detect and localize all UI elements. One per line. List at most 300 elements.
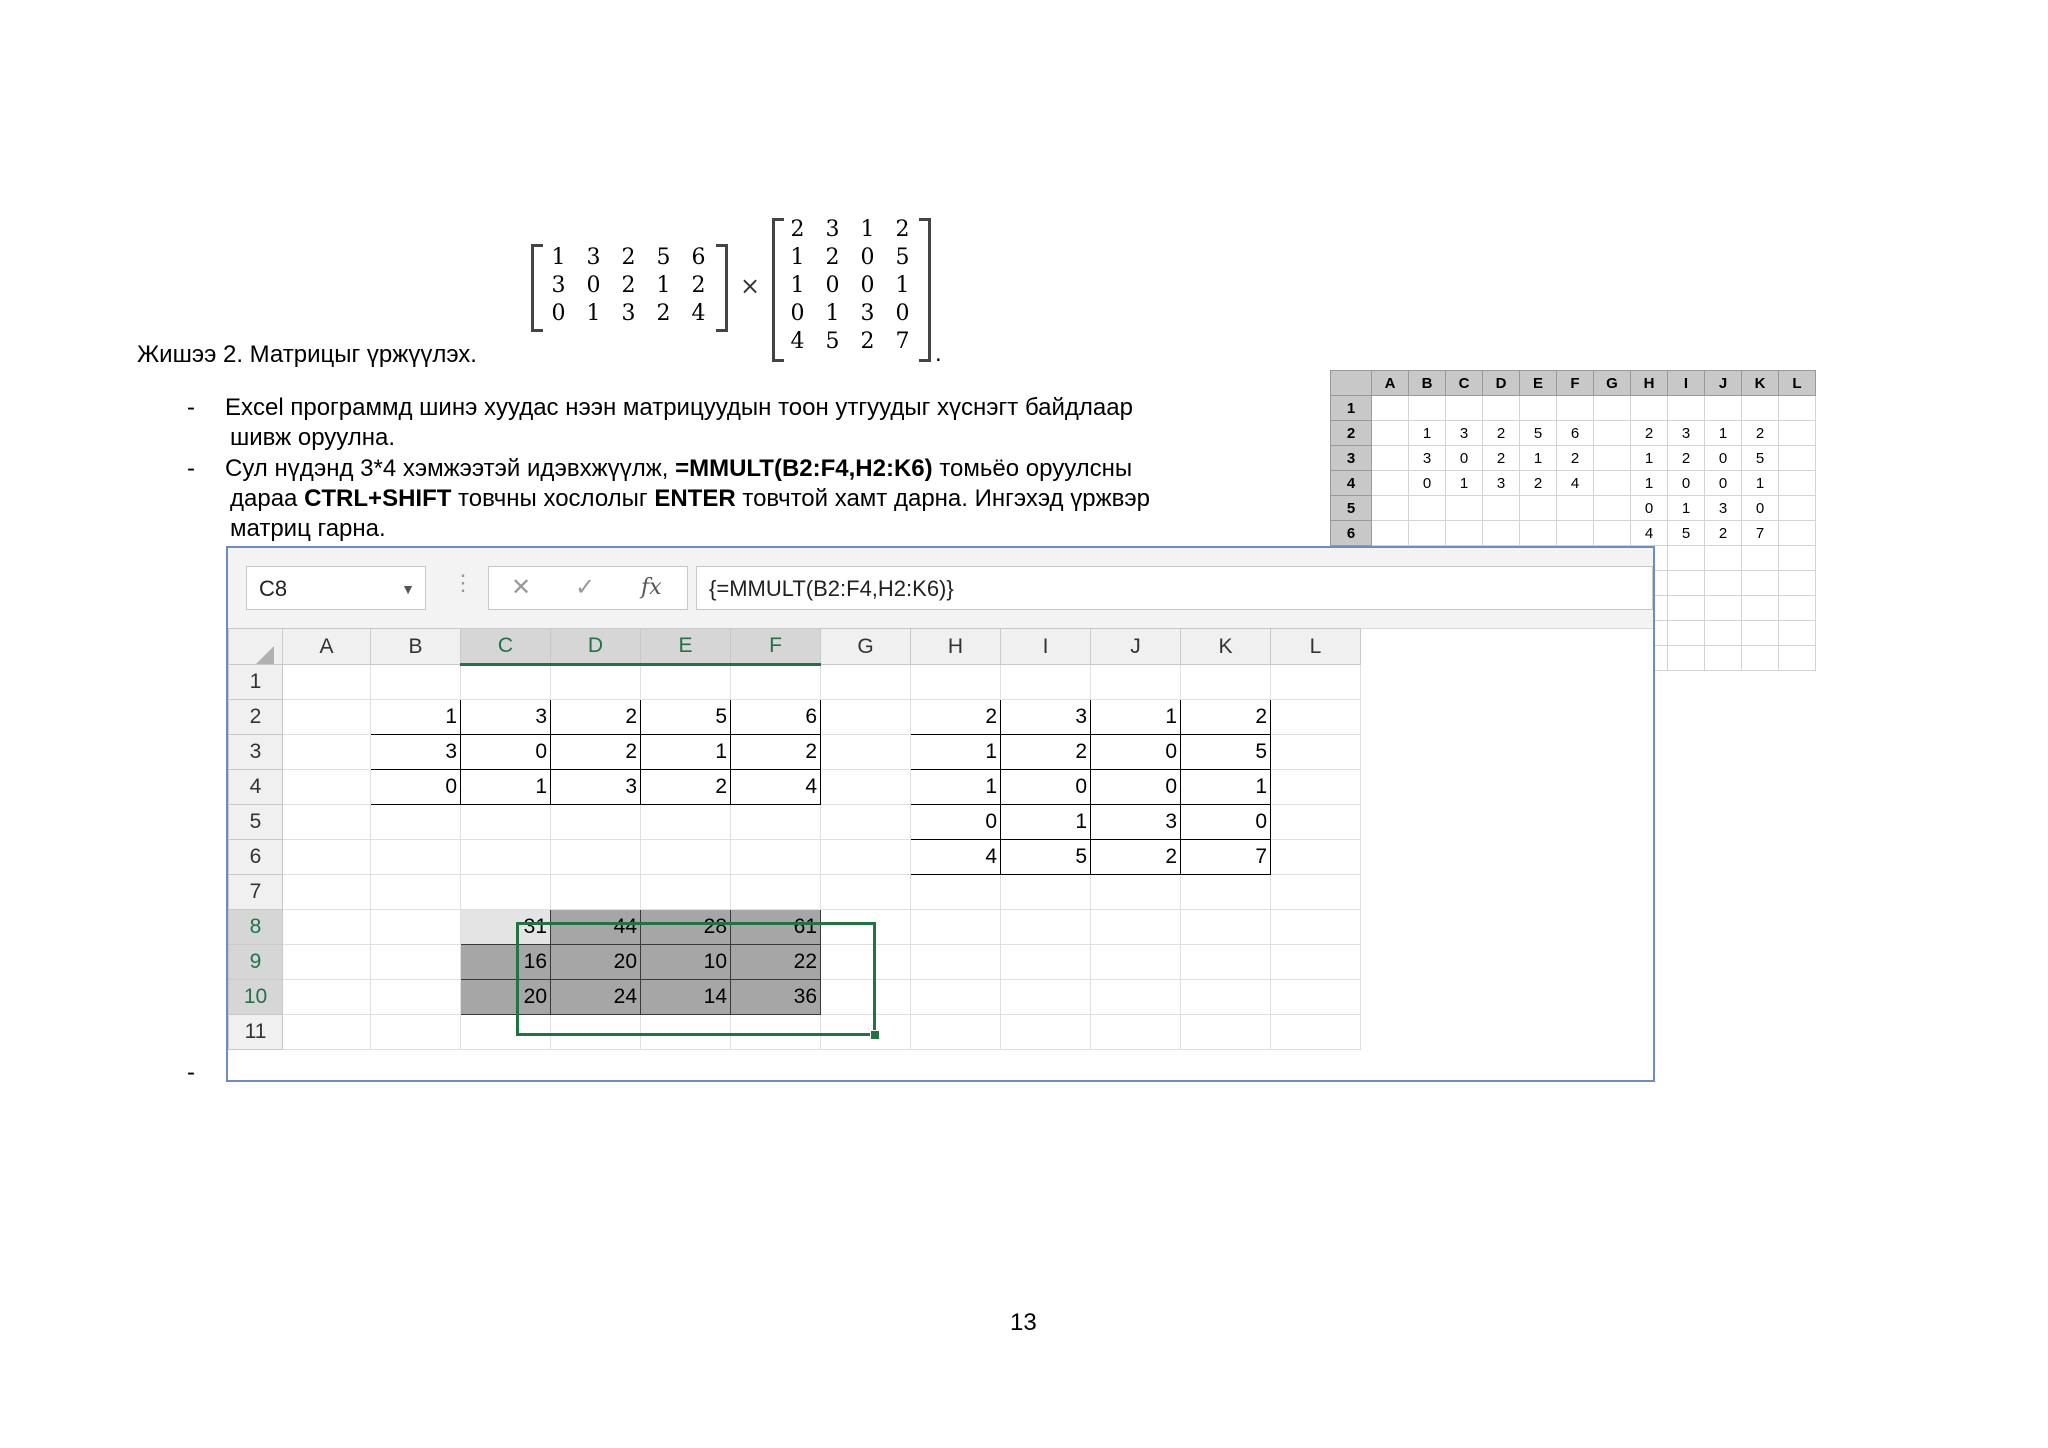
bullet-2-text-c: дараа <box>230 485 305 512</box>
cell-l1[interactable] <box>1271 665 1361 700</box>
times-symbol: × <box>740 272 761 300</box>
cell-k7[interactable] <box>1181 875 1271 910</box>
matrix-a-cell: 3 <box>551 272 566 298</box>
mini-cell: 2 <box>1520 471 1557 496</box>
cell-g5[interactable] <box>821 805 911 840</box>
cell-f9[interactable]: 22 <box>731 945 821 980</box>
cell-d2[interactable]: 2 <box>551 700 641 735</box>
cell-c4[interactable]: 1 <box>461 770 551 805</box>
cell-i1[interactable] <box>1001 665 1091 700</box>
mini-cell: 1 <box>1446 471 1483 496</box>
row-header-3[interactable]: 3 <box>229 735 283 770</box>
mini-cell <box>1372 471 1409 496</box>
cell-d7[interactable] <box>551 875 641 910</box>
cell-e10[interactable]: 14 <box>641 980 731 1015</box>
mini-cell: 4 <box>1631 521 1668 546</box>
row-header-10[interactable]: 10 <box>229 980 283 1015</box>
mini-cell: 1 <box>1668 496 1705 521</box>
cancel-icon[interactable]: ✕ <box>511 574 532 601</box>
mini-cell <box>1779 596 1816 621</box>
matrix-a-cell: 3 <box>586 244 601 270</box>
bullet-dash-3: - <box>187 1059 195 1086</box>
cell-i6[interactable]: 5 <box>1001 840 1091 875</box>
bullet-2-text-d: товчны хослолыг <box>451 485 655 512</box>
mini-row-header: 4 <box>1331 471 1372 496</box>
column-header-l[interactable]: L <box>1271 629 1361 665</box>
mini-cell <box>1779 471 1816 496</box>
matrix-a-cell: 2 <box>621 244 636 270</box>
cell-k10[interactable] <box>1181 980 1271 1015</box>
cell-h4[interactable]: 1 <box>911 770 1001 805</box>
cell-c2[interactable]: 3 <box>461 700 551 735</box>
column-header-c[interactable]: C <box>461 629 551 665</box>
cell-k8[interactable] <box>1181 910 1271 945</box>
mini-cell <box>1594 421 1631 446</box>
mini-cell <box>1520 496 1557 521</box>
cell-c6[interactable] <box>461 840 551 875</box>
mini-cell <box>1779 621 1816 646</box>
spreadsheet-grid <box>228 628 1361 1050</box>
more-options-icon[interactable]: ⋮ <box>452 570 474 595</box>
matrix-b-cell: 2 <box>860 328 875 354</box>
mini-cell: 2 <box>1742 421 1779 446</box>
cell-i9[interactable] <box>1001 945 1091 980</box>
cell-l3[interactable] <box>1271 735 1361 770</box>
cell-l11[interactable] <box>1271 1015 1361 1050</box>
cell-f4[interactable]: 4 <box>731 770 821 805</box>
cell-a6[interactable] <box>283 840 371 875</box>
mini-column-header: G <box>1594 371 1631 396</box>
mini-cell <box>1742 621 1779 646</box>
cell-b6[interactable] <box>371 840 461 875</box>
cell-j10[interactable] <box>1091 980 1181 1015</box>
cell-i10[interactable] <box>1001 980 1091 1015</box>
matrix-a-cell: 4 <box>691 300 706 326</box>
mini-column-header: D <box>1483 371 1520 396</box>
matrix-b-cell: 1 <box>825 300 840 326</box>
cell-a3[interactable] <box>283 735 371 770</box>
cell-f11[interactable] <box>731 1015 821 1050</box>
cell-l6[interactable] <box>1271 840 1361 875</box>
cell-j3[interactable]: 0 <box>1091 735 1181 770</box>
mini-cell: 2 <box>1483 421 1520 446</box>
bullet-2-text-b: томьёо оруулсны <box>932 455 1133 482</box>
mini-column-header: J <box>1705 371 1742 396</box>
matrix-b-cell: 7 <box>895 328 910 354</box>
cell-d10[interactable]: 24 <box>551 980 641 1015</box>
matrix-b-cell: 3 <box>825 216 840 242</box>
mini-cell <box>1372 496 1409 521</box>
matrix-b-cell: 2 <box>790 216 805 242</box>
column-header-b[interactable]: B <box>371 629 461 665</box>
cell-h6[interactable]: 4 <box>911 840 1001 875</box>
cell-d9[interactable]: 20 <box>551 945 641 980</box>
cell-h3[interactable]: 1 <box>911 735 1001 770</box>
cell-g8[interactable] <box>821 910 911 945</box>
cell-g11[interactable] <box>821 1015 911 1050</box>
column-header-i[interactable]: I <box>1001 629 1091 665</box>
mini-cell <box>1779 646 1816 671</box>
mini-cell <box>1742 546 1779 571</box>
cell-d8[interactable]: 44 <box>551 910 641 945</box>
mini-cell <box>1668 646 1705 671</box>
cell-k1[interactable] <box>1181 665 1271 700</box>
cell-i3[interactable]: 2 <box>1001 735 1091 770</box>
cell-i8[interactable] <box>1001 910 1091 945</box>
bullet-2-text-a: Сул нүдэнд 3*4 хэмжээтэй идэвхжүүлж, <box>225 455 676 482</box>
cell-a2[interactable] <box>283 700 371 735</box>
mini-cell: 3 <box>1446 421 1483 446</box>
cell-f5[interactable] <box>731 805 821 840</box>
mini-cell <box>1779 546 1816 571</box>
mini-cell <box>1779 521 1816 546</box>
mini-cell <box>1446 521 1483 546</box>
formula-bar <box>228 548 1653 629</box>
cell-f3[interactable]: 2 <box>731 735 821 770</box>
bullet-1-line-1: Excel программд шинэ хуудас нээн матрицуудын тоон утгуудыг хүснэгт байдлаар <box>225 394 1133 421</box>
cell-a8[interactable] <box>283 910 371 945</box>
mini-cell <box>1742 396 1779 421</box>
cell-c9[interactable]: 16 <box>461 945 551 980</box>
cell-k11[interactable] <box>1181 1015 1271 1050</box>
mini-row-header: 3 <box>1331 446 1372 471</box>
matrix-a-cell: 1 <box>656 272 671 298</box>
column-header-h[interactable]: H <box>911 629 1001 665</box>
cell-b2[interactable]: 1 <box>371 700 461 735</box>
column-header-g[interactable]: G <box>821 629 911 665</box>
cell-c8[interactable]: 31 <box>461 910 551 945</box>
mini-cell <box>1483 521 1520 546</box>
mini-cell: 1 <box>1409 421 1446 446</box>
insert-function-icon[interactable]: fx <box>641 575 662 600</box>
mini-cell: 1 <box>1705 421 1742 446</box>
enter-key: ENTER <box>654 485 736 512</box>
cell-e3[interactable]: 1 <box>641 735 731 770</box>
mini-cell <box>1446 496 1483 521</box>
mmult-formula-text: =MMULT(B2:F4,H2:K6) <box>675 455 933 482</box>
cell-d3[interactable]: 2 <box>551 735 641 770</box>
cell-b3[interactable]: 3 <box>371 735 461 770</box>
cell-i2[interactable]: 3 <box>1001 700 1091 735</box>
page-number: 13 <box>1010 1309 1037 1336</box>
mini-cell <box>1372 446 1409 471</box>
matrix-b-cell: 1 <box>790 272 805 298</box>
cell-j5[interactable]: 3 <box>1091 805 1181 840</box>
cell-e9[interactable]: 10 <box>641 945 731 980</box>
column-header-d[interactable]: D <box>551 629 641 665</box>
cell-l4[interactable] <box>1271 770 1361 805</box>
cell-b4[interactable]: 0 <box>371 770 461 805</box>
mini-cell <box>1705 646 1742 671</box>
mini-row-header: 6 <box>1331 521 1372 546</box>
cell-l9[interactable] <box>1271 945 1361 980</box>
mini-cell <box>1779 446 1816 471</box>
mini-cell <box>1668 546 1705 571</box>
row-header-7[interactable]: 7 <box>229 875 283 910</box>
cell-f10[interactable]: 36 <box>731 980 821 1015</box>
cell-j9[interactable] <box>1091 945 1181 980</box>
cell-a9[interactable] <box>283 945 371 980</box>
excel-window <box>226 546 1655 1082</box>
matrix-a <box>541 243 716 327</box>
cell-e11[interactable] <box>641 1015 731 1050</box>
matrix-a-cell: 2 <box>656 300 671 326</box>
cell-k3[interactable]: 5 <box>1181 735 1271 770</box>
bullet-dash-2: - <box>187 455 195 482</box>
mini-cell <box>1409 521 1446 546</box>
cell-k2[interactable]: 2 <box>1181 700 1271 735</box>
matrix-b <box>780 215 920 355</box>
cell-b1[interactable] <box>371 665 461 700</box>
mini-cell <box>1705 571 1742 596</box>
formula-input[interactable]: {=MMULT(B2:F4,H2:K6)} <box>696 566 1653 610</box>
cell-j6[interactable]: 2 <box>1091 840 1181 875</box>
matrix-b-cell: 5 <box>895 244 910 270</box>
mini-cell <box>1705 546 1742 571</box>
cell-g1[interactable] <box>821 665 911 700</box>
example-title: Жишээ 2. Матрицыг үржүүлэх. <box>137 341 477 368</box>
matrix-b-cell: 0 <box>825 272 840 298</box>
row-header-8[interactable]: 8 <box>229 910 283 945</box>
mini-cell <box>1594 496 1631 521</box>
column-header-k[interactable]: K <box>1181 629 1271 665</box>
cell-d5[interactable] <box>551 805 641 840</box>
mini-corner <box>1331 371 1372 396</box>
cell-i7[interactable] <box>1001 875 1091 910</box>
cell-e7[interactable] <box>641 875 731 910</box>
cell-a10[interactable] <box>283 980 371 1015</box>
mini-cell <box>1483 396 1520 421</box>
fill-handle[interactable] <box>870 1030 880 1040</box>
cell-e2[interactable]: 5 <box>641 700 731 735</box>
cell-d11[interactable] <box>551 1015 641 1050</box>
mini-cell: 2 <box>1631 421 1668 446</box>
mini-cell: 2 <box>1705 521 1742 546</box>
column-header-e[interactable]: E <box>641 629 731 665</box>
cell-i4[interactable]: 0 <box>1001 770 1091 805</box>
cell-i11[interactable] <box>1001 1015 1091 1050</box>
mini-row-header: 5 <box>1331 496 1372 521</box>
cell-f1[interactable] <box>731 665 821 700</box>
mini-row-header: 1 <box>1331 396 1372 421</box>
mini-cell: 4 <box>1557 471 1594 496</box>
cell-h10[interactable] <box>911 980 1001 1015</box>
cell-b5[interactable] <box>371 805 461 840</box>
row-header-5[interactable]: 5 <box>229 805 283 840</box>
cell-h11[interactable] <box>911 1015 1001 1050</box>
mini-column-header: C <box>1446 371 1483 396</box>
matrix-b-cell: 0 <box>790 300 805 326</box>
mini-cell <box>1520 396 1557 421</box>
cell-b10[interactable] <box>371 980 461 1015</box>
cell-l2[interactable] <box>1271 700 1361 735</box>
mini-cell: 0 <box>1705 446 1742 471</box>
mini-cell: 1 <box>1520 446 1557 471</box>
cell-g10[interactable] <box>821 980 911 1015</box>
cell-h1[interactable] <box>911 665 1001 700</box>
mini-cell: 1 <box>1631 471 1668 496</box>
cell-j4[interactable]: 0 <box>1091 770 1181 805</box>
cell-j11[interactable] <box>1091 1015 1181 1050</box>
row-header-6[interactable]: 6 <box>229 840 283 875</box>
cell-f8[interactable]: 61 <box>731 910 821 945</box>
cell-l10[interactable] <box>1271 980 1361 1015</box>
mini-cell: 3 <box>1668 421 1705 446</box>
cell-d4[interactable]: 3 <box>551 770 641 805</box>
mini-cell <box>1742 646 1779 671</box>
cell-f6[interactable] <box>731 840 821 875</box>
matrix-a-right-bracket <box>716 244 728 332</box>
matrix-a-cell: 3 <box>621 300 636 326</box>
mini-cell: 0 <box>1446 446 1483 471</box>
mini-cell: 5 <box>1520 421 1557 446</box>
cell-k5[interactable]: 0 <box>1181 805 1271 840</box>
cell-a4[interactable] <box>283 770 371 805</box>
column-header-j[interactable]: J <box>1091 629 1181 665</box>
cell-c5[interactable] <box>461 805 551 840</box>
mini-cell: 2 <box>1557 446 1594 471</box>
row-header-4[interactable]: 4 <box>229 770 283 805</box>
column-header-a[interactable]: A <box>283 629 371 665</box>
matrix-a-cell: 2 <box>621 272 636 298</box>
cell-e5[interactable] <box>641 805 731 840</box>
row-header-1[interactable]: 1 <box>229 665 283 700</box>
cell-h9[interactable] <box>911 945 1001 980</box>
bullet-dash-1: - <box>187 394 195 421</box>
cell-c1[interactable] <box>461 665 551 700</box>
cell-c3[interactable]: 0 <box>461 735 551 770</box>
mini-cell: 0 <box>1668 471 1705 496</box>
cell-e1[interactable] <box>641 665 731 700</box>
cell-b8[interactable] <box>371 910 461 945</box>
cell-k4[interactable]: 1 <box>1181 770 1271 805</box>
row-header-9[interactable]: 9 <box>229 945 283 980</box>
mini-column-header: F <box>1557 371 1594 396</box>
mini-cell <box>1631 396 1668 421</box>
cell-h5[interactable]: 0 <box>911 805 1001 840</box>
cell-c10[interactable]: 20 <box>461 980 551 1015</box>
cell-b9[interactable] <box>371 945 461 980</box>
mini-column-header: E <box>1520 371 1557 396</box>
ctrl-shift-keys: CTRL+SHIFT <box>304 485 452 512</box>
mini-cell <box>1779 421 1816 446</box>
cell-a1[interactable] <box>283 665 371 700</box>
check-icon[interactable]: ✓ <box>575 574 596 601</box>
mini-cell <box>1594 521 1631 546</box>
mini-cell <box>1594 396 1631 421</box>
mini-cell <box>1705 621 1742 646</box>
bullet-2-line-3: матриц гарна. <box>230 515 386 542</box>
matrix-a-cell: 1 <box>551 244 566 270</box>
cell-g6[interactable] <box>821 840 911 875</box>
cell-c11[interactable] <box>461 1015 551 1050</box>
matrix-a-cell: 5 <box>656 244 671 270</box>
bullet-2-line-1 <box>225 454 1132 484</box>
matrix-b-cell: 0 <box>860 244 875 270</box>
mini-cell <box>1705 396 1742 421</box>
matrix-b-cell: 3 <box>860 300 875 326</box>
cell-f7[interactable] <box>731 875 821 910</box>
matrix-b-cell: 0 <box>860 272 875 298</box>
mini-cell: 5 <box>1742 446 1779 471</box>
mini-cell <box>1557 496 1594 521</box>
cell-a5[interactable] <box>283 805 371 840</box>
matrix-b-cell: 1 <box>860 216 875 242</box>
mini-column-header: K <box>1742 371 1779 396</box>
cell-i5[interactable]: 1 <box>1001 805 1091 840</box>
cell-h7[interactable] <box>911 875 1001 910</box>
cell-j7[interactable] <box>1091 875 1181 910</box>
mini-cell: 7 <box>1742 521 1779 546</box>
cell-e6[interactable] <box>641 840 731 875</box>
cell-l8[interactable] <box>1271 910 1361 945</box>
cell-a11[interactable] <box>283 1015 371 1050</box>
cell-f2[interactable]: 6 <box>731 700 821 735</box>
mini-cell <box>1446 396 1483 421</box>
cell-d1[interactable] <box>551 665 641 700</box>
name-box[interactable] <box>246 566 426 610</box>
mini-cell: 0 <box>1742 496 1779 521</box>
mini-cell <box>1668 621 1705 646</box>
cell-g7[interactable] <box>821 875 911 910</box>
cell-g4[interactable] <box>821 770 911 805</box>
cell-e8[interactable]: 28 <box>641 910 731 945</box>
mini-cell: 0 <box>1705 471 1742 496</box>
cell-h8[interactable] <box>911 910 1001 945</box>
mini-column-header: H <box>1631 371 1668 396</box>
mini-row-header: 2 <box>1331 421 1372 446</box>
mini-cell <box>1668 596 1705 621</box>
mini-column-header: A <box>1372 371 1409 396</box>
matrix-period: . <box>935 340 942 367</box>
name-box-value: C8 <box>259 576 288 601</box>
row-header-11[interactable]: 11 <box>229 1015 283 1050</box>
cell-c7[interactable] <box>461 875 551 910</box>
cell-k9[interactable] <box>1181 945 1271 980</box>
cell-g9[interactable] <box>821 945 911 980</box>
cell-l7[interactable] <box>1271 875 1361 910</box>
mini-cell <box>1705 596 1742 621</box>
mini-cell <box>1372 421 1409 446</box>
cell-j8[interactable] <box>1091 910 1181 945</box>
chevron-down-icon[interactable]: ▼ <box>401 581 415 597</box>
matrix-b-cell: 5 <box>825 328 840 354</box>
cell-l5[interactable] <box>1271 805 1361 840</box>
cell-b7[interactable] <box>371 875 461 910</box>
cell-j1[interactable] <box>1091 665 1181 700</box>
select-all-icon[interactable] <box>256 646 274 664</box>
cell-e4[interactable]: 2 <box>641 770 731 805</box>
mini-cell: 6 <box>1557 421 1594 446</box>
formula-buttons <box>488 566 688 610</box>
mini-cell: 1 <box>1631 446 1668 471</box>
mini-cell <box>1742 596 1779 621</box>
cell-h2[interactable]: 2 <box>911 700 1001 735</box>
cell-g2[interactable] <box>821 700 911 735</box>
cell-d6[interactable] <box>551 840 641 875</box>
cell-a7[interactable] <box>283 875 371 910</box>
row-header-2[interactable]: 2 <box>229 700 283 735</box>
column-header-f[interactable]: F <box>731 629 821 665</box>
mini-cell: 3 <box>1483 471 1520 496</box>
bullet-2-text-e: товчтой хамт дарна. Ингэхэд үржвэр <box>735 485 1150 512</box>
mini-cell <box>1779 496 1816 521</box>
cell-b11[interactable] <box>371 1015 461 1050</box>
cell-j2[interactable]: 1 <box>1091 700 1181 735</box>
cell-g3[interactable] <box>821 735 911 770</box>
cell-k6[interactable]: 7 <box>1181 840 1271 875</box>
matrix-a-cell: 1 <box>586 300 601 326</box>
